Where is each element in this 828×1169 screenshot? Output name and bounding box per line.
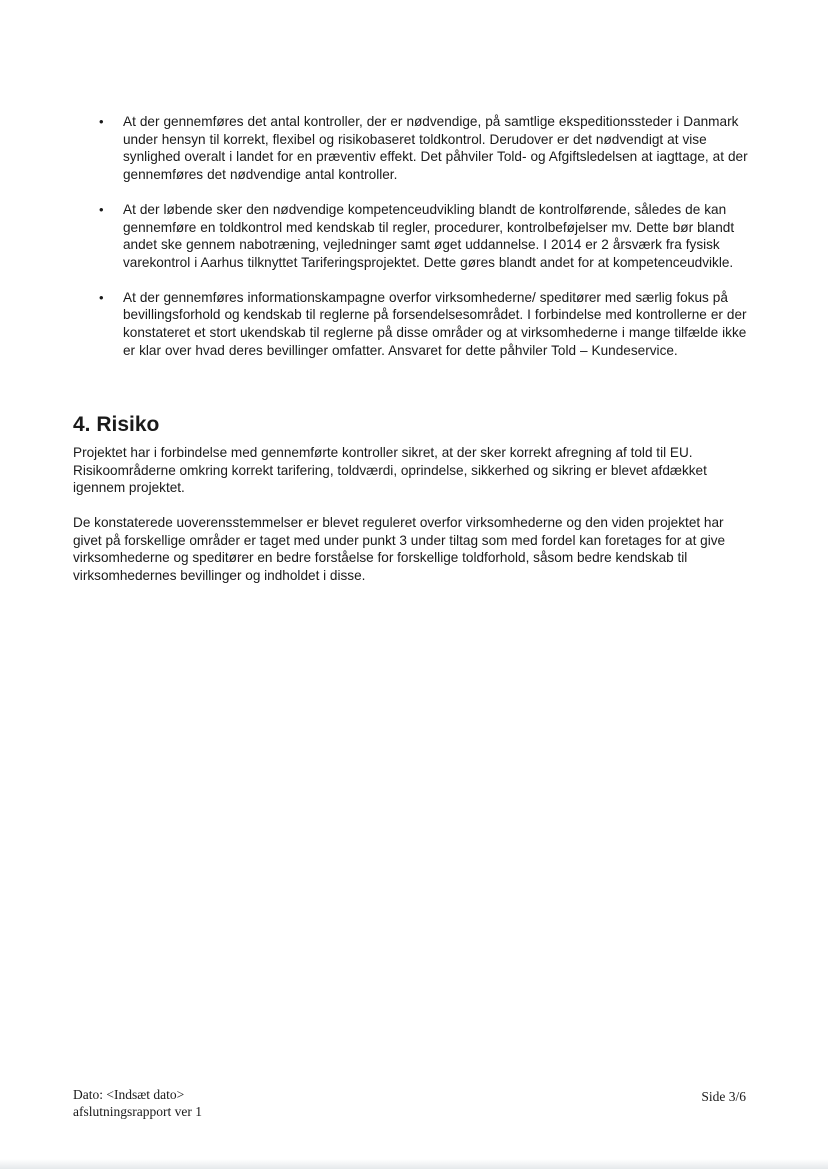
bullet-item [95, 113, 755, 184]
page-number: Side 3/6 [701, 1089, 746, 1104]
bullet-marker: • [99, 201, 104, 217]
section-heading: 4. Risiko [73, 413, 160, 436]
bullet-marker: • [99, 289, 104, 305]
body-paragraph: Projektet har i forbindelse med gennemførte kontroller sikret, at der sker korrekt afregning af told til EU. Risikoområderne omkring korrekt tarifering, toldværdi, oprindelse, sikkerhed og sikring er blevet afdækket igennem projektet. [73, 445, 707, 496]
bullet-marker: • [99, 114, 104, 129]
bullet-item [95, 201, 755, 272]
bullet-item [95, 289, 755, 360]
bullet-list [95, 113, 755, 376]
bullet-text: At der løbende sker den nødvendige kompetenceudvikling blandt de kontrolførende, således de kan gennemføre en toldkontrol med kendskab til regler, procedurer, kontrolbeføjelser mv. Dette bør blandt andet ske gennem nabotræning, vejledninger samt øget uddannelse. I 2014 er 2 årsværk fra fysisk varekontrol i Aarhus tilknyttet Tariferingsprojektet. Dette gøres blandt andet for at kompetenceudvikle. [123, 201, 735, 270]
footer-version: afslutningsrapport ver 1 [73, 1104, 202, 1119]
bullet-text: At der gennemføres informationskampagne overfor virksomhederne/ speditører med særlig fokus på bevillingsforhold og kendskab til reglerne på forsendelsesområdet. I forbindelse med kontrollerne er der konstateret et stort ukendskab til reglerne på disse områder og at virksomhederne i mange tilfælde ikke er klar over hvad deres bevillinger omfatter. Ansvaret for dette påhviler Told – Kundeservice. [123, 289, 747, 358]
bullet-text: At der gennemføres det antal kontroller, der er nødvendige, på samtlige ekspeditionssteder i Danmark under hensyn til korrekt, flexibel og risikobaseret toldkontrol. Derudover er det nødvendigt at vise synlighed overalt i landet for en præventiv effekt. Det påhviler Told- og Afgiftsledelsen at iagttage, at der gennemføres det nødvendige antal kontroller. [123, 114, 748, 183]
footer-meta [73, 1086, 202, 1120]
footer-date: Dato: <Indsæt dato> [73, 1087, 185, 1102]
scan-edge-shadow [0, 1159, 828, 1169]
body-paragraph: De konstaterede uoverensstemmelser er blevet reguleret overfor virksomhederne og den viden projektet har givet på forskellige områder er taget med under punkt 3 under tiltag som med fordel kan foretages for at give virksomhederne og speditører en bedre forståelse for forskellige toldforhold, såsom bedre kendskab til virksomhedernes bevillinger og indholdet i disse. [73, 515, 726, 584]
